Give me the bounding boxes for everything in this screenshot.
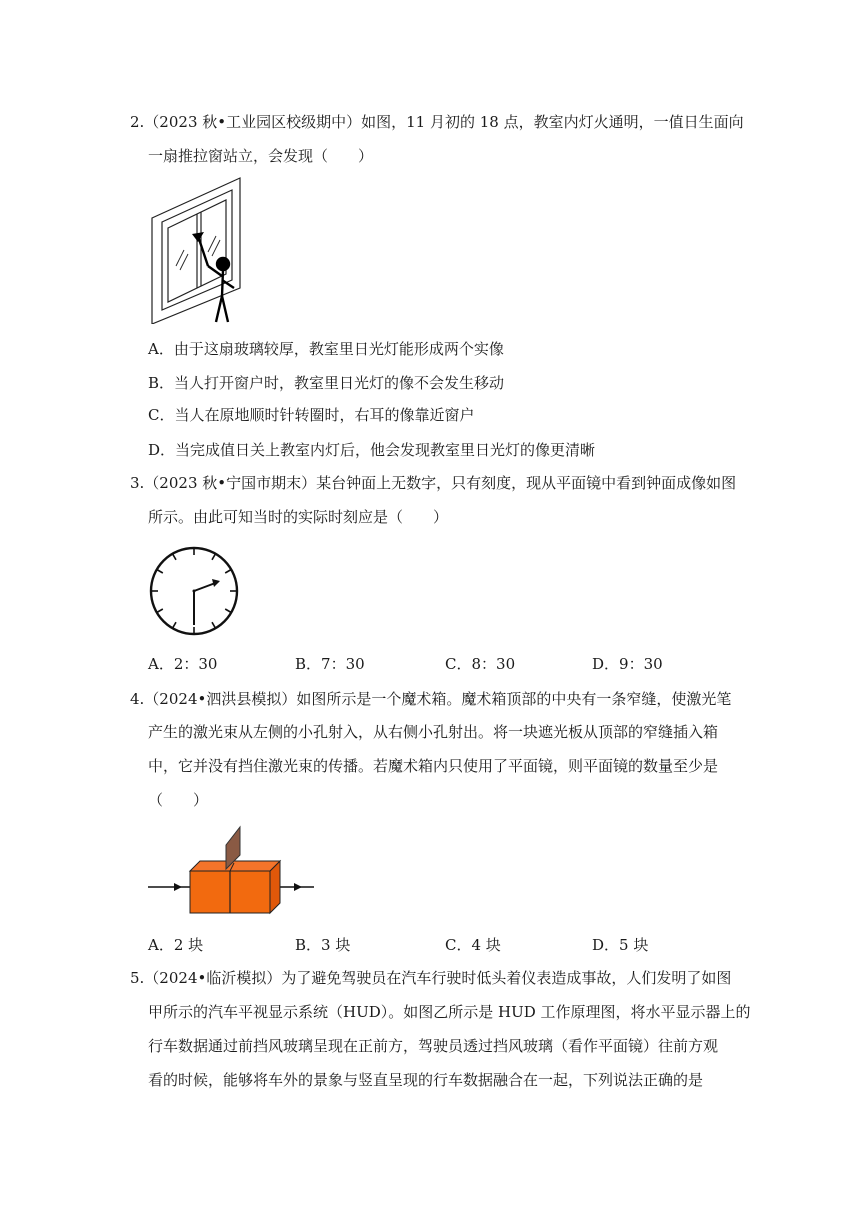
q4-option-c: C．4 块	[445, 936, 501, 954]
q5-line-4: 看的时候，能够将车外的景象与竖直呈现的行车数据融合在一起，下列说法正确的是	[148, 1071, 704, 1089]
q2-option-d: D．当完成值日关上教室内灯后，他会发现教室里日光灯的像更清晰	[148, 441, 596, 459]
q2-option-a: A．由于这扇玻璃较厚，教室里日光灯能形成两个实像	[148, 340, 504, 358]
q5-line-3: 行车数据通过前挡风玻璃呈现在正前方，驾驶员透过挡风玻璃（看作平面镜）往前方观	[148, 1037, 719, 1055]
q2-line-2: 一扇推拉窗站立，会发现（ ）	[148, 147, 374, 165]
q4-option-d: D．5 块	[592, 936, 649, 954]
q5-line-2: 甲所示的汽车平视显示系统（HUD）。如图乙所示是 HUD 工作原理图，将水平显示器上的	[148, 1003, 751, 1021]
q5-line-1: 5.（2024•临沂模拟）为了避免驾驶员在汽车行驶时低头着仪表造成事故，人们发明了如图	[130, 969, 732, 987]
q3-option-a: A．2：30	[148, 655, 218, 673]
q4-option-a: A．2 块	[148, 936, 204, 954]
q4-line-1: 4.（2024•泗洪县模拟）如图所示是一个魔术箱。魔术箱顶部的中央有一条窄缝，使激光笔	[130, 690, 732, 708]
window-figure	[146, 176, 242, 324]
wall-outline	[152, 178, 240, 324]
q3-line-1: 3.（2023 秋•宁国市期末）某台钟面上无数字，只有刻度，现从平面镜中看到钟面成像如图	[130, 474, 737, 492]
q2-line-1: 2.（2023 秋•工业园区校级期中）如图，11 月初的 18 点，教室内灯火通明，一值日生面向	[130, 113, 744, 131]
q4-line-2: 产生的激光束从左侧的小孔射入，从右侧小孔射出。将一块遮光板从顶部的窄缝插入箱	[148, 723, 719, 741]
box-top	[190, 861, 280, 871]
q4-line-4: （ ）	[148, 791, 209, 809]
q2-option-c: C．当人在原地顺时针转圈时，右耳的像靠近窗户	[148, 406, 475, 424]
clock-figure	[148, 545, 240, 637]
q3-option-b: B．7：30	[295, 655, 365, 673]
q3-option-c: C．8：30	[445, 655, 516, 673]
q3-line-2: 所示。由此可知当时的实际时刻应是（ ）	[148, 508, 449, 526]
q4-line-3: 中，它并没有挡住激光束的传播。若魔术箱内只使用了平面镜，则平面镜的数量至少是	[148, 757, 719, 775]
q4-option-b: B．3 块	[295, 936, 351, 954]
magic-box-figure	[146, 825, 316, 917]
q2-option-b: B．当人打开窗户时，教室里日光灯的像不会发生移动	[148, 374, 505, 392]
q3-option-d: D．9：30	[592, 655, 663, 673]
